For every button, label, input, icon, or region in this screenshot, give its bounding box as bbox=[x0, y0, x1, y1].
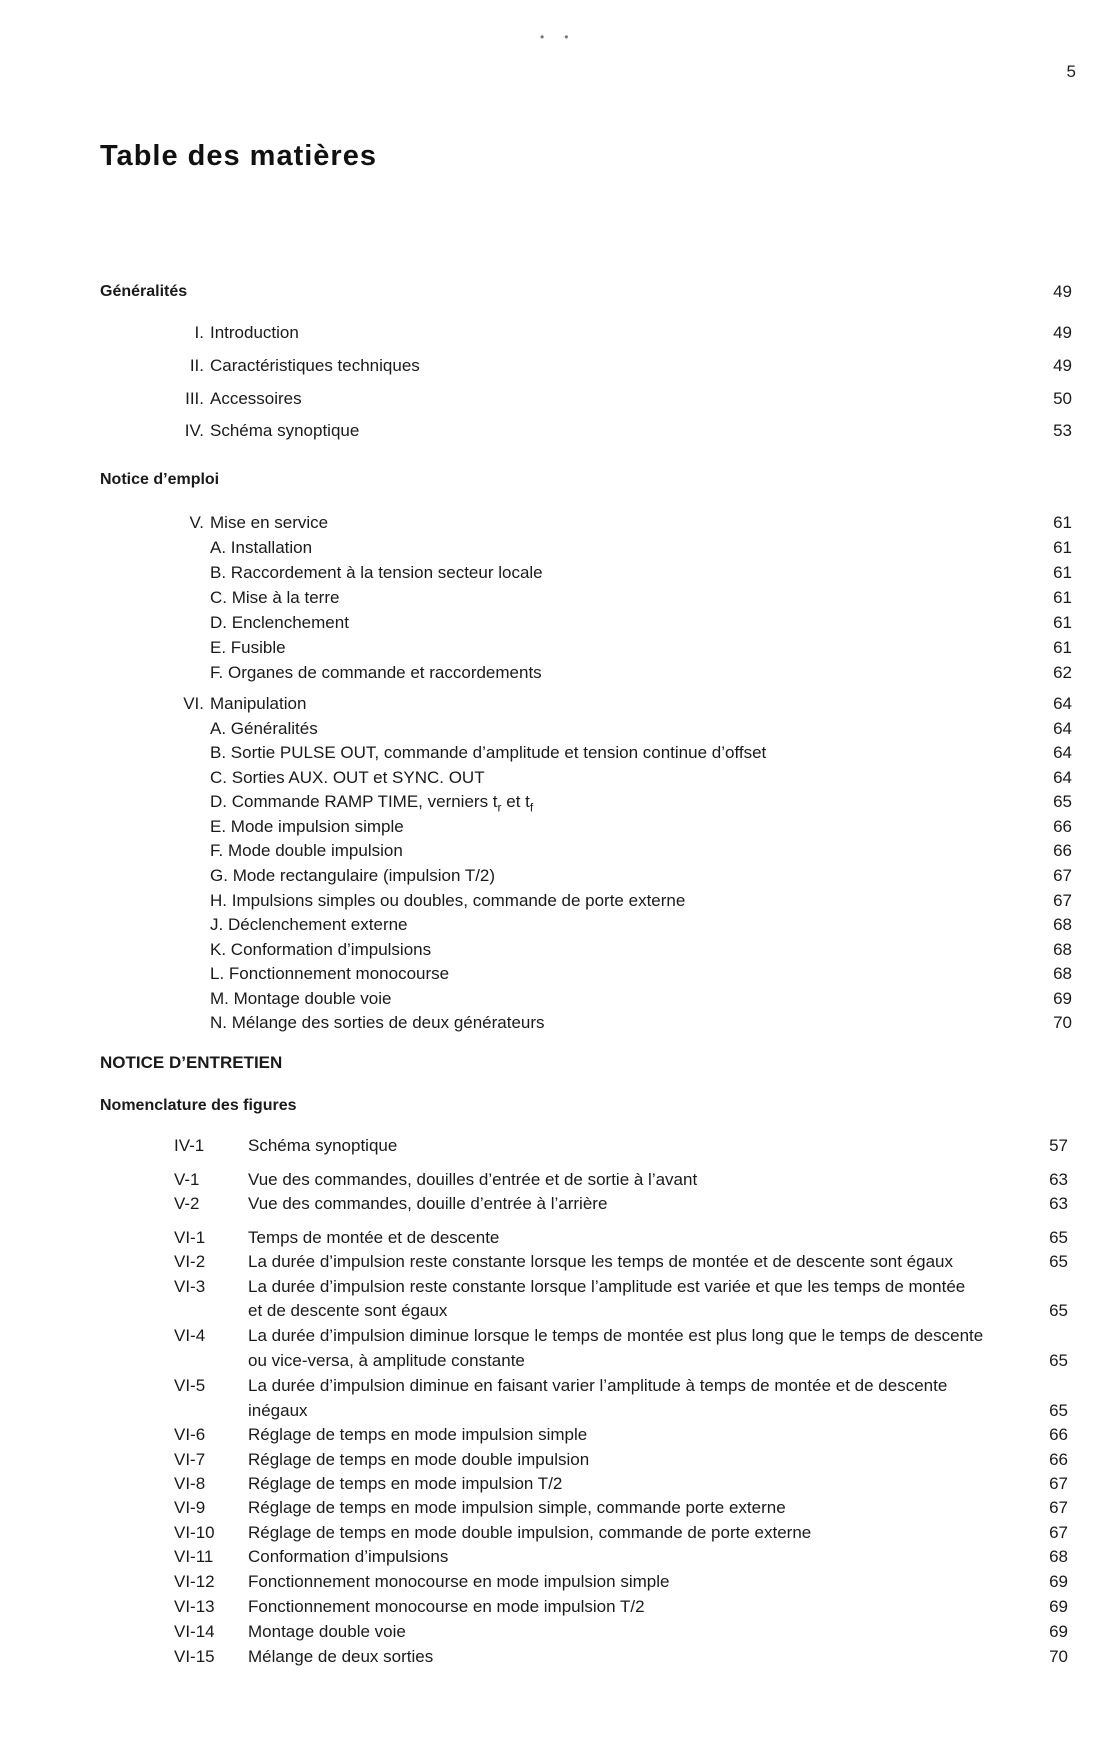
section-heading-notice-entretien: NOTICE D’ENTRETIEN bbox=[100, 1053, 283, 1072]
section-heading-generalites: Généralités bbox=[100, 283, 188, 300]
scan-artifact: •• bbox=[540, 30, 589, 44]
page-number: 5 bbox=[1066, 62, 1076, 81]
page-title: Table des matières bbox=[100, 140, 377, 172]
section-heading-figures: Nomenclature des figures bbox=[100, 1097, 297, 1114]
section-heading-notice-emploi: Notice d’emploi bbox=[100, 471, 220, 488]
